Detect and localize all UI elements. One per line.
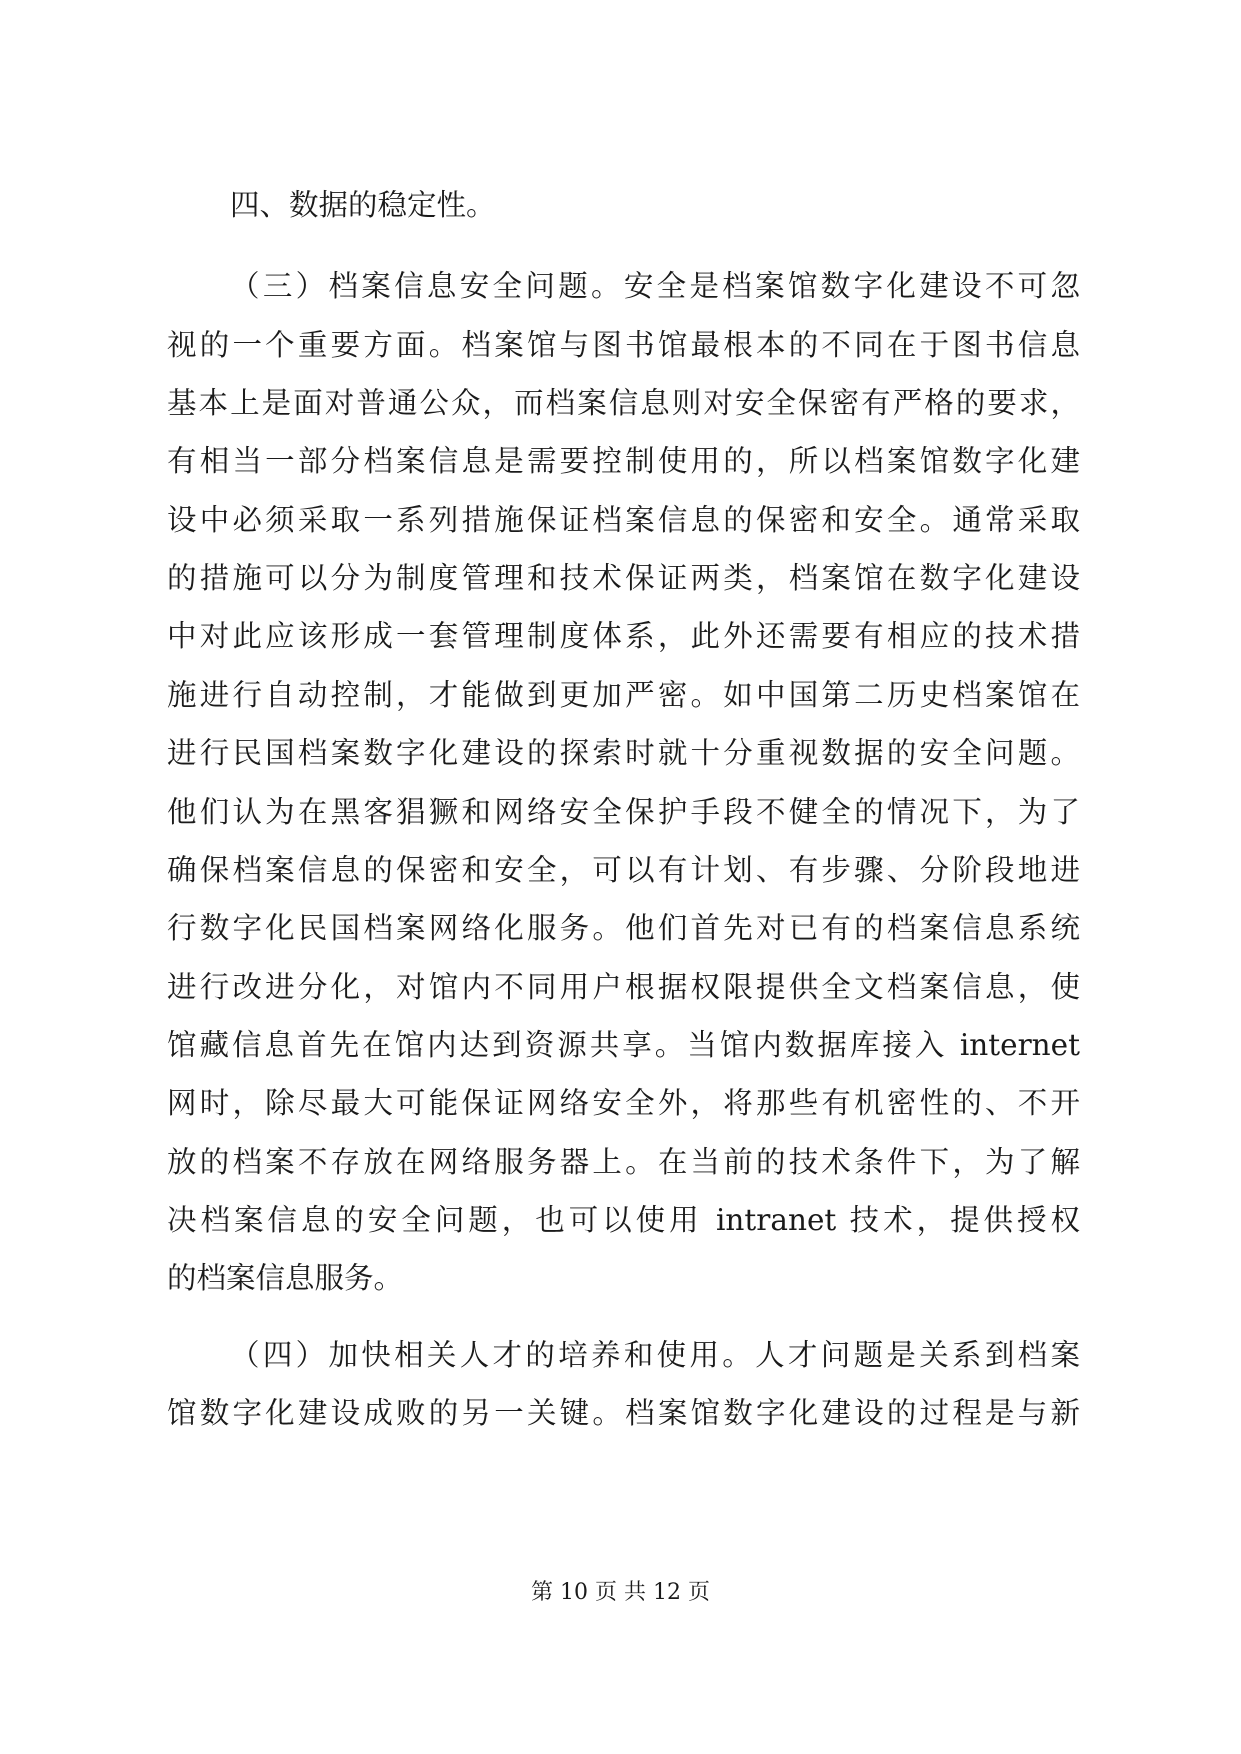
- paragraph-line: 进行改进分化，对馆内不同用户根据权限提供全文档案信息，使: [167, 970, 1080, 1004]
- paragraph-line: 馆藏信息首先在馆内达到资源共享。当馆内数据库接入 internet: [167, 1028, 1080, 1062]
- paragraph-line: 的措施可以分为制度管理和技术保证两类，档案馆在数字化建设: [167, 561, 1080, 595]
- paragraph-line: （三）档案信息安全问题。安全是档案馆数字化建设不可忽: [230, 269, 1080, 303]
- paragraph-line: 放的档案不存放在网络服务器上。在当前的技术条件下，为了解: [167, 1145, 1080, 1179]
- paragraph-line: 行数字化民国档案网络化服务。他们首先对已有的档案信息系统: [167, 911, 1080, 945]
- paragraph-line: 进行民国档案数字化建设的探索时就十分重视数据的安全问题。: [167, 736, 1080, 770]
- paragraph-line: 确保档案信息的保密和安全，可以有计划、有步骤、分阶段地进: [167, 853, 1080, 887]
- paragraph-line-last: 的档案信息服务。: [167, 1261, 404, 1295]
- paragraph-line: 施进行自动控制，才能做到更加严密。如中国第二历史档案馆在: [167, 678, 1080, 712]
- paragraph-line: 有相当一部分档案信息是需要控制使用的，所以档案馆数字化建: [167, 444, 1080, 478]
- page-number-footer: 第 10 页 共 12 页: [531, 1580, 710, 1605]
- paragraph-line: 设中必须采取一系列措施保证档案信息的保密和安全。通常采取: [167, 503, 1080, 537]
- paragraph-line: 馆数字化建设成败的另一关键。档案馆数字化建设的过程是与新: [167, 1396, 1080, 1430]
- paragraph-line: 视的一个重要方面。档案馆与图书馆最根本的不同在于图书信息: [167, 328, 1080, 362]
- paragraph-heading-four: 四、数据的稳定性。: [230, 188, 496, 222]
- paragraph-line: 网时，除尽最大可能保证网络安全外，将那些有机密性的、不开: [167, 1086, 1080, 1120]
- paragraph-line: （四）加快相关人才的培养和使用。人才问题是关系到档案: [230, 1338, 1080, 1372]
- paragraph-line: 他们认为在黑客猖獗和网络安全保护手段不健全的情况下，为了: [167, 795, 1080, 829]
- paragraph-line: 基本上是面对普通公众，而档案信息则对安全保密有严格的要求，: [167, 386, 1080, 420]
- paragraph-line: 决档案信息的安全问题，也可以使用 intranet 技术，提供授权: [167, 1203, 1080, 1237]
- paragraph-line: 中对此应该形成一套管理制度体系，此外还需要有相应的技术措: [167, 619, 1080, 653]
